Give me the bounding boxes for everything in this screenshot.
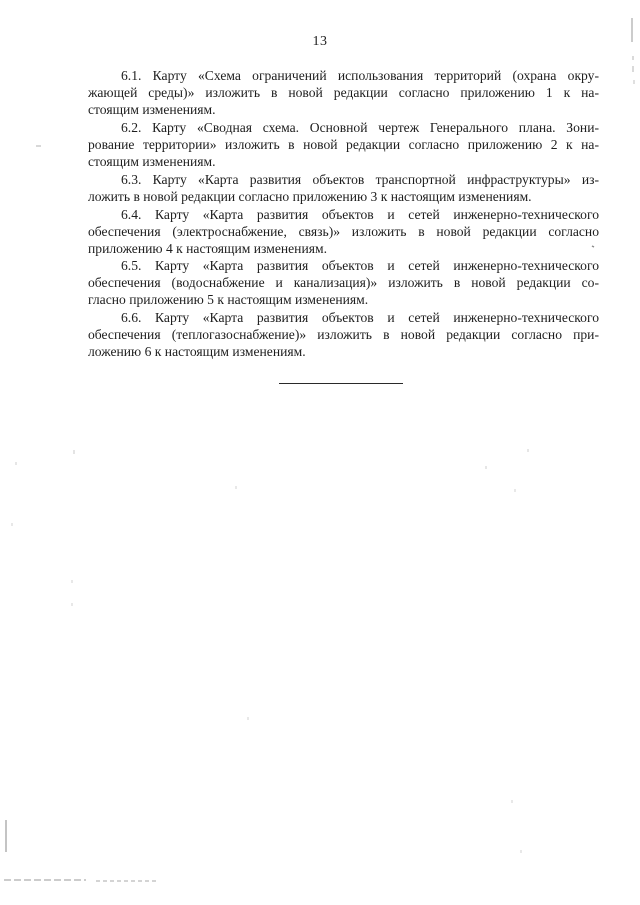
paragraph-6-1-line-1: 6.1. Карту «Схема ограничений использования территорий (охрана окру-	[121, 68, 599, 83]
paragraph-6-3-line-1: 6.3. Карту «Карта развития объектов транспортной инфраструктуры» из-	[121, 172, 599, 187]
paragraph-6-3-line-2: ложить в новой редакции согласно приложению 3 к настоящим изменениям.	[88, 189, 532, 204]
paragraph-6-6-line-1: 6.6. Карту «Карта развития объектов и сетей инженерно-технического	[121, 310, 599, 325]
page-number: 13	[312, 34, 328, 49]
paragraph-6-6-line-3: ложению 6 к настоящим изменениям.	[88, 344, 306, 359]
paragraph-6-5-line-2: обеспечения (водоснабжение и канализация)» изложить в новой редакции со-	[88, 275, 599, 290]
paragraph-6-5-line-1: 6.5. Карту «Карта развития объектов и сетей инженерно-технического	[121, 258, 599, 273]
paragraph-6-4-line-1: 6.4. Карту «Карта развития объектов и сетей инженерно-технического	[121, 207, 599, 222]
paragraph-6-1-line-3: стоящим изменениям.	[88, 102, 216, 117]
paragraph-6-6-line-2: обеспечения (теплогазоснабжение)» изложить в новой редакции согласно при-	[88, 327, 599, 342]
paragraph-6-1-line-2: жающей среды)» изложить в новой редакции согласно приложению 1 к на-	[88, 85, 599, 100]
paragraph-6-2-line-2: рование территории» изложить в новой редакции согласно приложению 2 к на-	[88, 137, 599, 152]
paragraph-6-4-line-3: приложению 4 к настоящим изменениям.	[88, 241, 327, 256]
paragraph-6-2-line-1: 6.2. Карту «Сводная схема. Основной чертеж Генерального плана. Зони-	[121, 120, 599, 135]
closing-rule	[279, 383, 403, 384]
paragraph-6-4-line-2: обеспечения (электроснабжение, связь)» изложить в новой редакции согласно	[88, 224, 599, 239]
paragraph-6-5-line-3: гласно приложению 5 к настоящим изменениям.	[88, 292, 369, 307]
paragraph-6-2-line-3: стоящим изменениям.	[88, 154, 216, 169]
